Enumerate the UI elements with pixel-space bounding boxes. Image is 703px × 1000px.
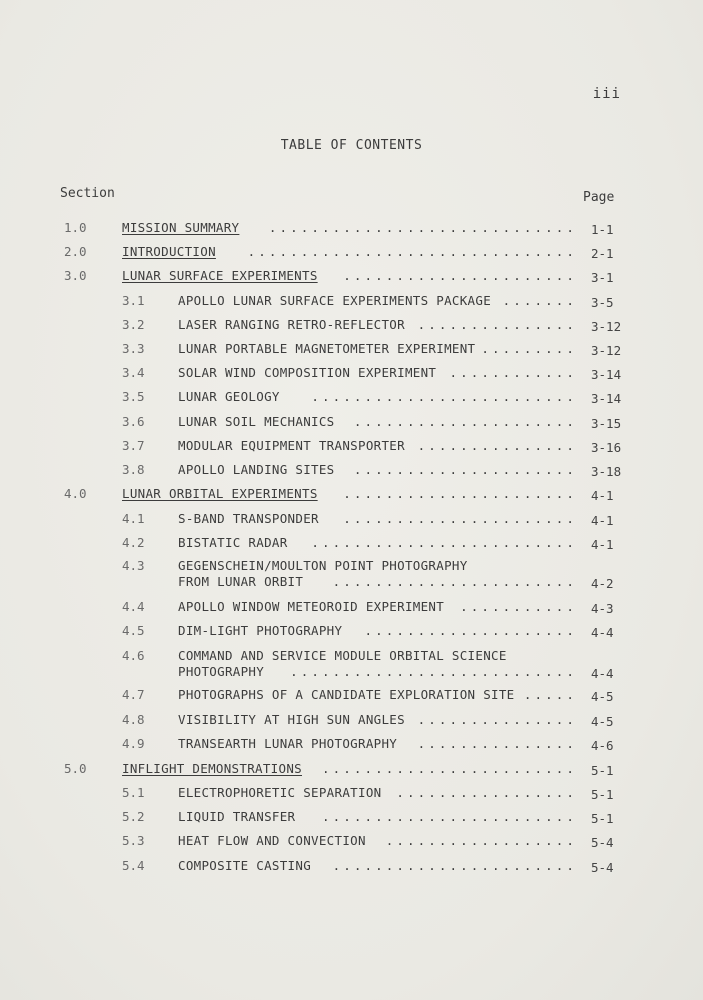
- toc-entry-title: COMMAND AND SERVICE MODULE ORBITAL SCIENCE: [178, 648, 507, 663]
- toc-entry-page: 4-5: [591, 714, 614, 729]
- toc-entry-page: 4-1: [591, 537, 614, 552]
- toc-entry-page: 4-6: [591, 738, 614, 753]
- toc-entry-number: 4.6: [122, 648, 145, 663]
- toc-entry-title: INFLIGHT DEMONSTRATIONS: [122, 761, 302, 776]
- toc-entry-number: 4.8: [122, 712, 145, 727]
- toc-entry-page: 5-1: [591, 811, 614, 826]
- toc-entry-number: 3.3: [122, 341, 145, 356]
- toc-entry-page: 4-1: [591, 488, 614, 503]
- toc-entry-title: SOLAR WIND COMPOSITION EXPERIMENT: [178, 365, 437, 380]
- toc-entry-title-continued: PHOTOGRAPHY: [178, 664, 265, 679]
- toc-entry-page: 3-14: [591, 367, 622, 382]
- toc-entry-number: 3.6: [122, 414, 145, 429]
- toc-entry-number: 5.2: [122, 809, 145, 824]
- leader-dots: ........................: [321, 809, 577, 824]
- leader-dots: ..................: [385, 833, 577, 848]
- toc-entry-page: 3-18: [591, 464, 622, 479]
- toc-entry-page: 4-3: [591, 601, 614, 616]
- leader-dots: .....: [523, 687, 577, 702]
- leader-dots: .....................: [353, 462, 577, 477]
- toc-entry-title: LUNAR PORTABLE MAGNETOMETER EXPERIMENT: [178, 341, 476, 356]
- toc-entry-title: BISTATIC RADAR: [178, 535, 288, 550]
- leader-dots: .......................: [332, 574, 577, 589]
- leader-dots: ...............: [417, 438, 577, 453]
- toc-entry-number: 5.4: [122, 858, 145, 873]
- toc-entry-title: COMPOSITE CASTING: [178, 858, 312, 873]
- toc-entry-title: MODULAR EQUIPMENT TRANSPORTER: [178, 438, 405, 453]
- leader-dots: ....................: [364, 623, 577, 638]
- toc-entry-number: 4.5: [122, 623, 145, 638]
- toc-entry-title: LUNAR GEOLOGY: [178, 389, 280, 404]
- leader-dots: ...............: [417, 712, 577, 727]
- toc-entry-page: 5-4: [591, 860, 614, 875]
- toc-entry-number: 2.0: [64, 244, 87, 259]
- toc-entry-page: 3-12: [591, 343, 622, 358]
- toc-entry-page: 1-1: [591, 222, 614, 237]
- leader-dots: ...........: [460, 599, 577, 614]
- toc-entry-number: 4.2: [122, 535, 145, 550]
- leader-dots: ...............: [417, 736, 577, 751]
- toc-entry-page: 4-4: [591, 625, 614, 640]
- toc-entry-number: 3.0: [64, 268, 87, 283]
- toc-entry-number: 4.7: [122, 687, 145, 702]
- toc-entry-page: 3-12: [591, 319, 622, 334]
- toc-entry-number: 3.2: [122, 317, 145, 332]
- toc-entry-page: 3-15: [591, 416, 622, 431]
- leader-dots: ...........................: [290, 664, 577, 679]
- toc-entry-page: 4-1: [591, 513, 614, 528]
- toc-entry-title: APOLLO LANDING SITES: [178, 462, 335, 477]
- toc-entry-page: 5-4: [591, 835, 614, 850]
- toc-title: TABLE OF CONTENTS: [280, 138, 423, 153]
- toc-entry-page: 4-5: [591, 689, 614, 704]
- toc-entry-title: PHOTOGRAPHS OF A CANDIDATE EXPLORATION SITE: [178, 687, 515, 702]
- toc-entry-page: 3-5: [591, 295, 614, 310]
- toc-entry-title: TRANSEARTH LUNAR PHOTOGRAPHY: [178, 736, 398, 751]
- leader-dots: ......................: [343, 511, 577, 526]
- toc-entry-page: 5-1: [591, 787, 614, 802]
- leader-dots: ...............................: [247, 244, 577, 259]
- toc-entry-number: 3.1: [122, 293, 145, 308]
- leader-dots: .........................: [311, 389, 577, 404]
- toc-entry-number: 3.5: [122, 389, 145, 404]
- toc-entry-number: 5.3: [122, 833, 145, 848]
- toc-entry-number: 5.0: [64, 761, 87, 776]
- toc-entry-page: 4-4: [591, 666, 614, 681]
- toc-entry-title: MISSION SUMMARY: [122, 220, 240, 235]
- toc-entry-number: 4.0: [64, 486, 87, 501]
- leader-dots: .......: [502, 293, 577, 308]
- toc-entry-number: 3.8: [122, 462, 145, 477]
- leader-dots: ........................: [321, 761, 577, 776]
- toc-entry-number: 3.4: [122, 365, 145, 380]
- leader-dots: ............: [449, 365, 577, 380]
- toc-entry-title: LASER RANGING RETRO-REFLECTOR: [178, 317, 405, 332]
- section-column-header: Section: [60, 186, 115, 201]
- toc-entry-number: 4.4: [122, 599, 145, 614]
- leader-dots: ......................: [343, 268, 577, 283]
- toc-entry-number: 4.1: [122, 511, 145, 526]
- page-column-header: Page: [583, 190, 615, 205]
- toc-entry-page: 3-1: [591, 270, 614, 285]
- toc-entry-title: INTRODUCTION: [122, 244, 216, 259]
- leader-dots: .........: [481, 341, 577, 356]
- leader-dots: .......................: [332, 858, 577, 873]
- toc-entry-title: APOLLO WINDOW METEOROID EXPERIMENT: [178, 599, 445, 614]
- toc-entry-title-continued: FROM LUNAR ORBIT: [178, 574, 304, 589]
- toc-entry-title: HEAT FLOW AND CONVECTION: [178, 833, 366, 848]
- toc-entry-page: 3-14: [591, 391, 622, 406]
- toc-entry-number: 5.1: [122, 785, 145, 800]
- toc-entry-title: LUNAR SOIL MECHANICS: [178, 414, 335, 429]
- toc-entry-title: S-BAND TRANSPONDER: [178, 511, 319, 526]
- toc-entry-title: VISIBILITY AT HIGH SUN ANGLES: [178, 712, 405, 727]
- toc-entry-title: APOLLO LUNAR SURFACE EXPERIMENTS PACKAGE: [178, 293, 492, 308]
- leader-dots: .....................: [353, 414, 577, 429]
- toc-entry-page: 3-16: [591, 440, 622, 455]
- page-number: iii: [592, 86, 621, 102]
- toc-entry-number: 3.7: [122, 438, 145, 453]
- toc-entry-title: LUNAR SURFACE EXPERIMENTS: [122, 268, 318, 283]
- toc-entry-number: 4.3: [122, 558, 145, 573]
- toc-entry-title: LIQUID TRANSFER: [178, 809, 296, 824]
- toc-entry-title: DIM-LIGHT PHOTOGRAPHY: [178, 623, 343, 638]
- leader-dots: .............................: [268, 220, 577, 235]
- toc-entry-number: 4.9: [122, 736, 145, 751]
- toc-entry-page: 4-2: [591, 576, 614, 591]
- toc-entry-title: LUNAR ORBITAL EXPERIMENTS: [122, 486, 318, 501]
- toc-entry-title: GEGENSCHEIN/MOULTON POINT PHOTOGRAPHY: [178, 558, 468, 573]
- toc-entry-page: 2-1: [591, 246, 614, 261]
- leader-dots: ......................: [343, 486, 577, 501]
- toc-entry-title: ELECTROPHORETIC SEPARATION: [178, 785, 382, 800]
- toc-entry-page: 5-1: [591, 763, 614, 778]
- leader-dots: .........................: [311, 535, 577, 550]
- leader-dots: .................: [396, 785, 577, 800]
- toc-entry-number: 1.0: [64, 220, 87, 235]
- leader-dots: ...............: [417, 317, 577, 332]
